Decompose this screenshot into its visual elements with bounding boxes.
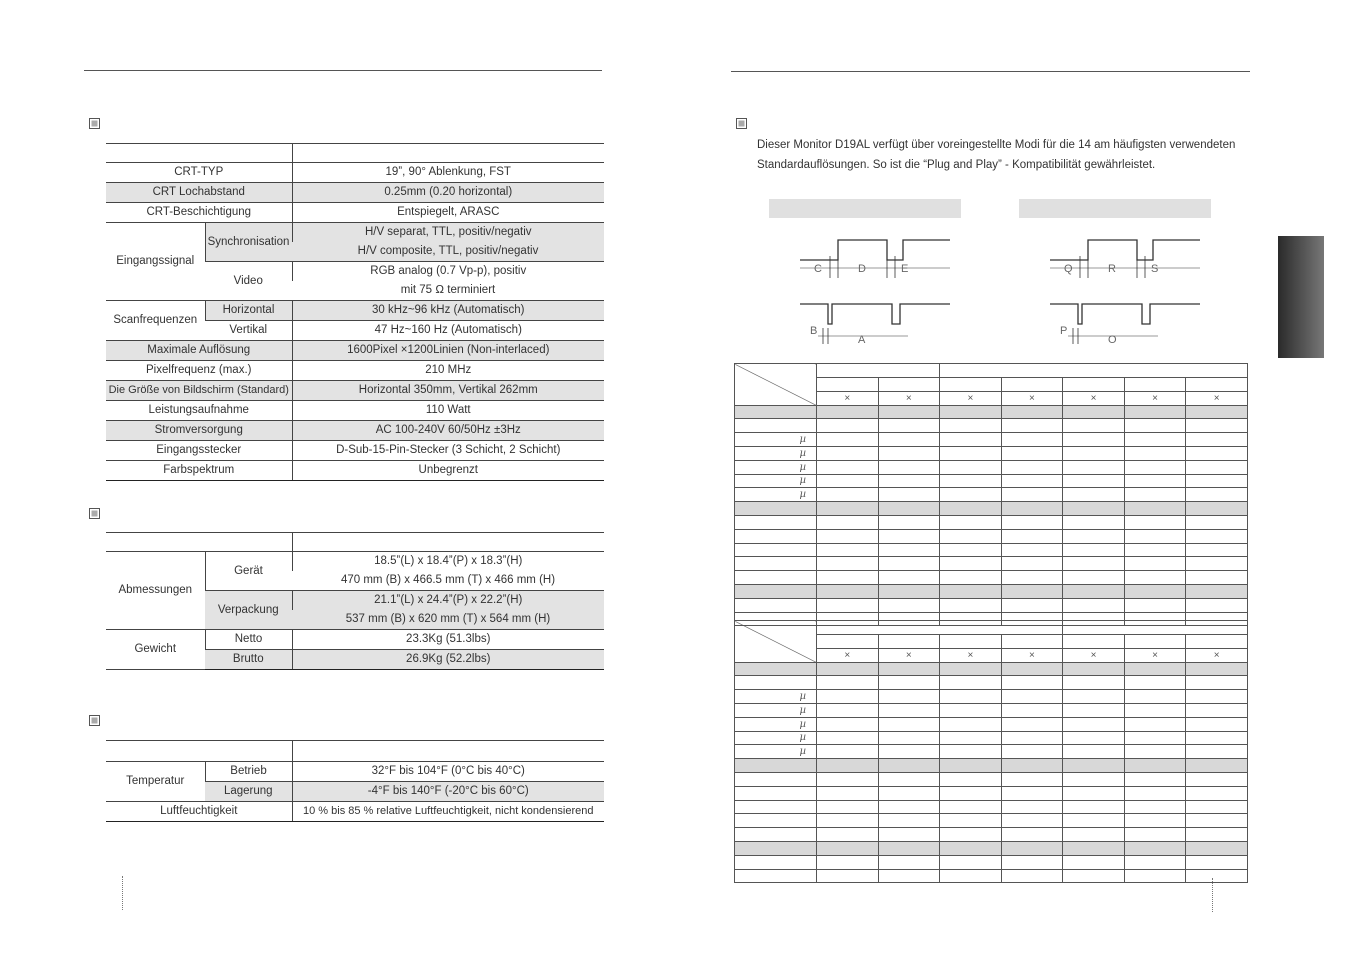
timing-label-q: Q <box>1064 263 1073 275</box>
table-row: Die Größe von Bildschirm (Standard) Horizontal 350mm, Vertikal 262mm <box>106 381 604 401</box>
times-symbol: × <box>1124 648 1186 662</box>
micro-symbol: µ <box>735 717 817 731</box>
table-row <box>735 419 1248 433</box>
timing-label-d: D <box>858 263 866 275</box>
environment-table: Temperatur Betrieb 32°F bis 104°F (0°C bis 40°C) Lagerung -4°F bis 140°F (-20°C bis 60°C) Luftfeuchtigkeit 10 % bis 85 % relative Luftfeuchtigkeit, nicht kondensierend <box>106 740 604 822</box>
timing-label-p: P <box>1060 325 1068 337</box>
times-symbol: × <box>1063 391 1125 405</box>
section-marker-icon <box>736 118 747 129</box>
table-row <box>735 814 1248 828</box>
table-row <box>735 446 1248 460</box>
horizontal-timing-diagram <box>790 232 960 347</box>
table-row: CRT-TYP 19ˮ, 90° Ablenkung, FST <box>106 163 604 183</box>
micro-symbol: µ <box>735 731 817 745</box>
table-row: Eingangssignal Synchronisation H/V separat, TTL, positiv/negativ <box>106 223 604 243</box>
table-row <box>735 855 1248 869</box>
page-number-marker <box>122 876 123 910</box>
vertical-timing-diagram <box>1040 232 1210 347</box>
micro-symbol: µ <box>735 703 817 717</box>
times-symbol: × <box>940 391 1002 405</box>
times-symbol: × <box>1186 391 1248 405</box>
table-row <box>735 502 1248 516</box>
times-symbol: × <box>1186 648 1248 662</box>
table-row <box>735 869 1248 883</box>
timing-label-b: B <box>810 325 818 337</box>
table-row: Eingangsstecker D-Sub-15-Pin-Stecker (3 Schicht, 2 Schicht) <box>106 441 604 461</box>
vertical-timing-header <box>1019 199 1211 218</box>
times-symbol: × <box>1063 648 1125 662</box>
dimensions-table: Abmessungen Gerät 18.5ˮ(L) x 18.4ˮ(P) x 18.3ˮ(H) 470 mm (B) x 466.5 mm (T) x 466 mm (H) Verpackung 21.1ˮ(L) x 24.4ˮ(P) x 22.2ˮ(H) 537 mm (B) x 620 mm (T) x 564 mm (H) Gewicht Netto 23.3Kg (51.3lbs) Brutto 26.9Kg (52.2lbs) <box>106 532 604 670</box>
times-symbol: × <box>940 648 1002 662</box>
table-row <box>735 841 1248 855</box>
timing-label-c: C <box>814 263 822 275</box>
table-row <box>735 676 1248 690</box>
horizontal-timing-header <box>769 199 961 218</box>
times-symbol: × <box>878 648 940 662</box>
language-tab <box>1278 236 1324 358</box>
times-symbol: × <box>817 391 879 405</box>
table-row <box>735 717 1248 731</box>
section-marker-icon <box>89 715 100 726</box>
section-marker-icon <box>89 508 100 519</box>
micro-symbol: µ <box>735 488 817 502</box>
intro-text: Dieser Monitor D19AL verfügt über voreingestellte Modi für die 14 am häufigsten verwendeten Standardauflösungen. So ist die “Plug and Play” - Kompatibilität gewährleistet. <box>757 139 1236 171</box>
table-row: Pixelfrequenz (max.) 210 MHz <box>106 361 604 381</box>
timing-label-a: A <box>858 334 866 346</box>
table-row <box>735 460 1248 474</box>
table-row <box>735 828 1248 842</box>
table-row: Stromversorgung AC 100-240V 60/50Hz ±3Hz <box>106 421 604 441</box>
micro-symbol: µ <box>735 433 817 447</box>
diagonal-header-cell <box>735 621 817 663</box>
table-row <box>735 474 1248 488</box>
timing-label-r: R <box>1108 263 1116 275</box>
table-row <box>735 786 1248 800</box>
section-marker-icon <box>89 118 100 129</box>
table-row <box>735 745 1248 759</box>
times-symbol: × <box>1124 391 1186 405</box>
table-row <box>735 690 1248 704</box>
timing-label-e: E <box>901 263 909 275</box>
table-row <box>735 731 1248 745</box>
times-symbol: × <box>878 391 940 405</box>
times-symbol: × <box>1001 648 1063 662</box>
right-top-rule <box>731 71 1250 72</box>
table-row <box>735 800 1248 814</box>
table-row <box>735 433 1248 447</box>
table-row: Scanfrequenzen Horizontal 30 kHz~96 kHz (Automatisch) <box>106 301 604 321</box>
micro-symbol: µ <box>735 474 817 488</box>
table-row: Farbspektrum Unbegrenzt <box>106 461 604 481</box>
timing-table-2 <box>734 620 1248 883</box>
table-row <box>735 584 1248 598</box>
table-row <box>735 772 1248 786</box>
table-row: Leistungsaufnahme 110 Watt <box>106 401 604 421</box>
table-row <box>735 488 1248 502</box>
table-row <box>735 662 1248 676</box>
table-row: Temperatur Betrieb 32°F bis 104°F (0°C bis 40°C) <box>106 762 604 782</box>
table-row <box>735 557 1248 571</box>
table-row <box>735 543 1248 557</box>
timing-label-o: O <box>1108 334 1117 346</box>
left-top-rule <box>84 70 602 71</box>
timing-label-s: S <box>1151 263 1159 275</box>
table-row <box>735 405 1248 419</box>
micro-symbol: µ <box>735 690 817 704</box>
table-row <box>735 571 1248 585</box>
table-row: Luftfeuchtigkeit 10 % bis 85 % relative Luftfeuchtigkeit, nicht kondensierend <box>106 802 604 822</box>
micro-symbol: µ <box>735 745 817 759</box>
table-row <box>735 515 1248 529</box>
times-symbol: × <box>1001 391 1063 405</box>
table-row <box>735 759 1248 773</box>
table-row: Abmessungen Gerät 18.5ˮ(L) x 18.4ˮ(P) x 18.3ˮ(H) <box>106 552 604 572</box>
timing-table-1 <box>734 363 1248 626</box>
table-row: Gewicht Netto 23.3Kg (51.3lbs) <box>106 630 604 650</box>
table-row <box>735 598 1248 612</box>
times-symbol: × <box>817 648 879 662</box>
table-row <box>735 529 1248 543</box>
micro-symbol: µ <box>735 460 817 474</box>
table-row <box>735 703 1248 717</box>
table-row: Maximale Auflösung 1600Pixel ×1200Linien (Non-interlaced) <box>106 341 604 361</box>
table-row: CRT-Beschichtigung Entspiegelt, ARASC <box>106 203 604 223</box>
specifications-table: CRT-TYP 19ˮ, 90° Ablenkung, FST CRT Lochabstand 0.25mm (0.20 horizontal) CRT-Beschichtigung Entspiegelt, ARASC Eingangssignal Synchronisation H/V separat, TTL, positiv/negativ H/V composite, TTL, positiv/negativ Video RGB analog (0.7 Vp-p), positiv mit 75 Ω terminiert Scanfrequenzen Horizontal 30 kHz~96 kHz (Automatisch) Vertikal 47 Hz~160 Hz (Automatisch) Maximale Auflösung 1600Pixel ×1200Linien (Non-interlaced) Pixelfrequenz (max.) 210 MHz Die Größe von Bildschirm (Standard) Horizontal 350mm, Vertikal 262mm Leistungsaufnahme 110 Watt Stromversorgung AC 100-240V 60/50Hz ±3Hz Eingangsstecker D-Sub-15-Pin-Stecker (3 Schicht, 2 Schicht) Farbspektrum Unbegrenzt <box>106 143 604 481</box>
diagonal-header-cell <box>735 364 817 406</box>
micro-symbol: µ <box>735 446 817 460</box>
table-row: CRT Lochabstand 0.25mm (0.20 horizontal) <box>106 183 604 203</box>
